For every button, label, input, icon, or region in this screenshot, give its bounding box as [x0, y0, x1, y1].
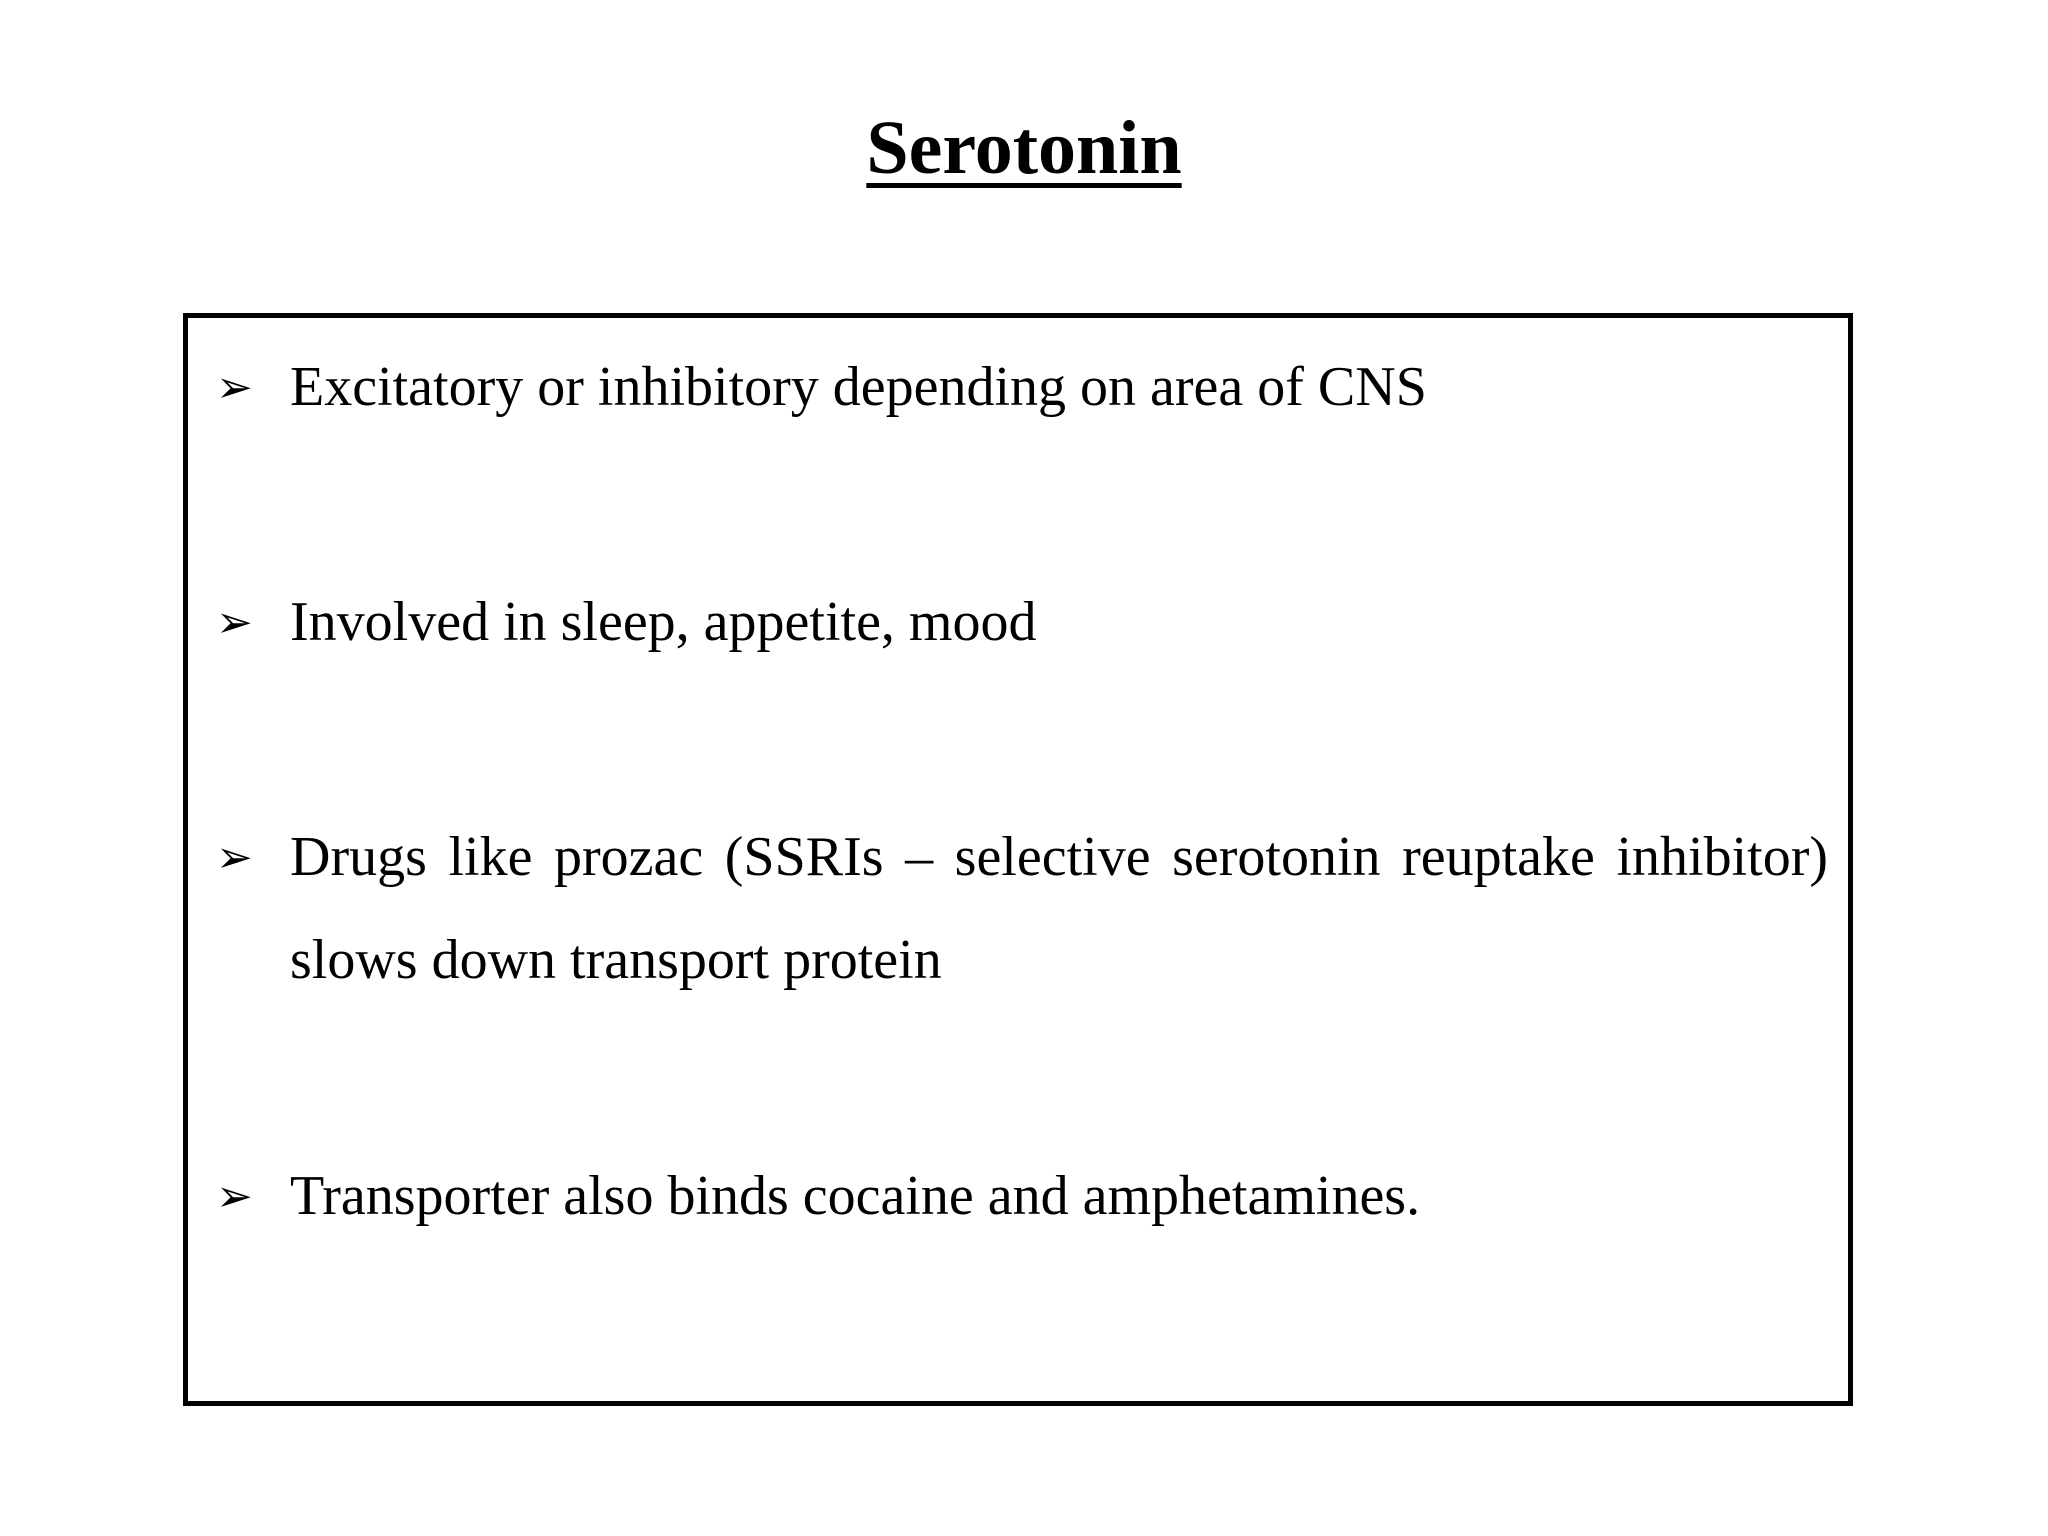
bullet-text: Excitatory or inhibitory depending on area of CNS [290, 356, 1427, 418]
slide-title [0, 105, 2048, 192]
bullet-text: Drugs like prozac (SSRIs – selective serotonin reuptake inhibitor) slows down transport protein [290, 826, 1828, 991]
arrow-bullet-icon: ➢ [216, 362, 253, 413]
slide-title-text: Serotonin [866, 106, 1182, 190]
bullet-item [208, 1145, 1828, 1248]
bullet-text: Transporter also binds cocaine and amphetamines. [290, 1165, 1421, 1227]
bullet-item [208, 806, 1828, 1012]
arrow-bullet-icon: ➢ [216, 832, 253, 883]
bullet-item [208, 571, 1828, 674]
arrow-bullet-icon: ➢ [216, 597, 253, 648]
arrow-bullet-icon: ➢ [216, 1171, 253, 1222]
bullet-text: Involved in sleep, appetite, mood [290, 591, 1037, 653]
bullet-item [208, 336, 1828, 439]
content-box [183, 313, 1853, 1406]
